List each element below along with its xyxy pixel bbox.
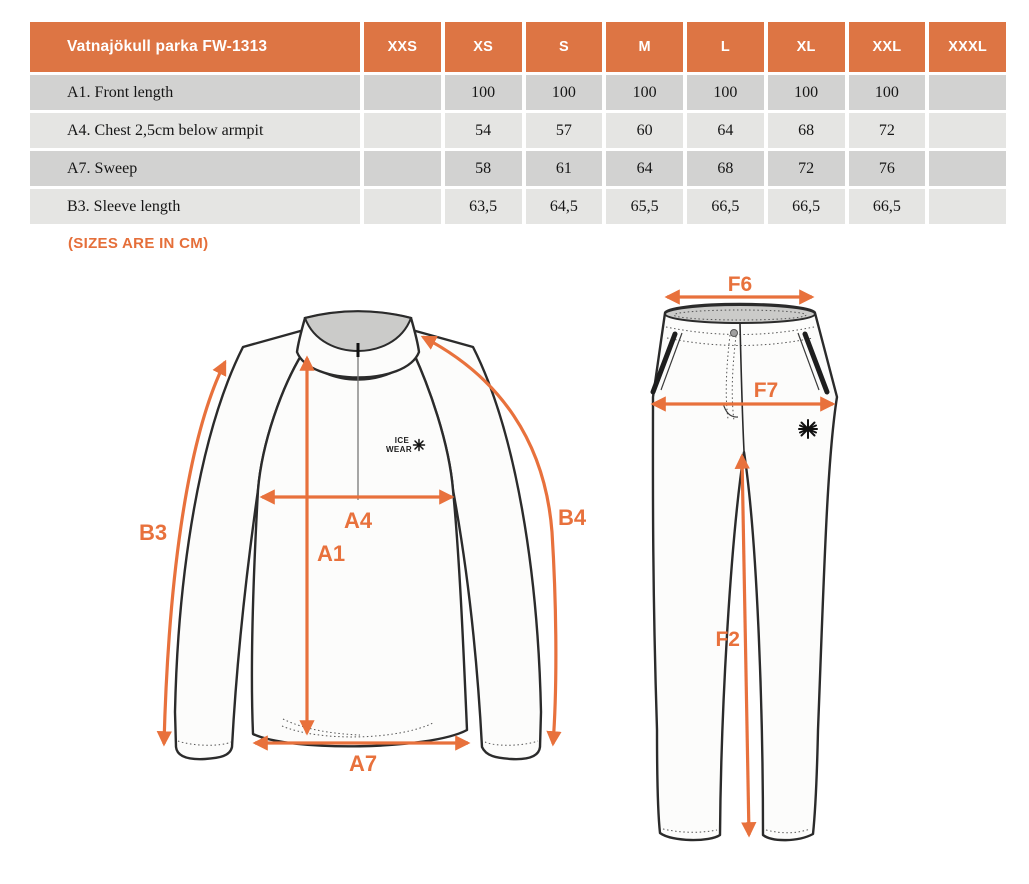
snowflake-icon [799,420,817,438]
icewear-logo-line1: ICE [394,436,410,445]
cell-l: 68 [687,151,764,186]
snowflake-icon [414,440,425,451]
cell-xxs [364,113,441,148]
pants-measurement-diagram [620,275,860,875]
row-label: A4. Chest 2,5cm below armpit [30,113,360,148]
sizes-note: (SIZES ARE IN CM) [68,235,209,252]
cell-xs: 54 [445,113,522,148]
waist-button [731,330,738,337]
cell-s: 64,5 [526,189,603,224]
cell-xxxl [929,75,1006,110]
cell-s: 57 [526,113,603,148]
cell-xs: 63,5 [445,189,522,224]
label-f2: F2 [715,628,740,651]
label-a4: A4 [343,508,373,533]
cell-xl: 72 [768,151,845,186]
cell-xxl: 100 [849,75,926,110]
jacket-measurement-diagram [130,292,610,802]
cell-xl: 68 [768,113,845,148]
table-title: Vatnajökull parka FW-1313 [30,22,360,72]
column-header-m: M [606,22,683,72]
column-header-xxxl: XXXL [929,22,1006,72]
cell-m: 65,5 [606,189,683,224]
column-header-xxl: XXL [849,22,926,72]
cell-xs: 100 [445,75,522,110]
cell-xl: 100 [768,75,845,110]
label-b3: B3 [138,520,168,545]
cell-xxl: 72 [849,113,926,148]
row-label: B3. Sleeve length [30,189,360,224]
cell-m: 60 [606,113,683,148]
cell-xxs [364,189,441,224]
label-f7: F7 [753,379,779,402]
cell-m: 64 [606,151,683,186]
cell-l: 66,5 [687,189,764,224]
cell-xl: 66,5 [768,189,845,224]
column-header-xs: XS [445,22,522,72]
label-a7: A7 [348,751,378,776]
label-a1: A1 [317,541,346,566]
cell-l: 64 [687,113,764,148]
column-header-l: L [687,22,764,72]
cell-s: 100 [526,75,603,110]
cell-xs: 58 [445,151,522,186]
cell-s: 61 [526,151,603,186]
label-b4: B4 [557,505,587,530]
cell-xxxl [929,113,1006,148]
row-label: A7. Sweep [30,151,360,186]
icewear-logo-line2: WEAR [385,445,413,454]
cell-xxs [364,75,441,110]
size-table [30,22,1006,224]
jacket-body [252,354,467,746]
cell-xxxl [929,189,1006,224]
measure-arrow-f2 [742,456,749,835]
column-header-s: S [526,22,603,72]
cell-l: 100 [687,75,764,110]
cell-xxs [364,151,441,186]
row-label: A1. Front length [30,75,360,110]
label-f6: F6 [727,275,753,296]
cell-m: 100 [606,75,683,110]
column-header-xl: XL [768,22,845,72]
cell-xxxl [929,151,1006,186]
cell-xxl: 66,5 [849,189,926,224]
column-header-xxs: XXS [364,22,441,72]
cell-xxl: 76 [849,151,926,186]
